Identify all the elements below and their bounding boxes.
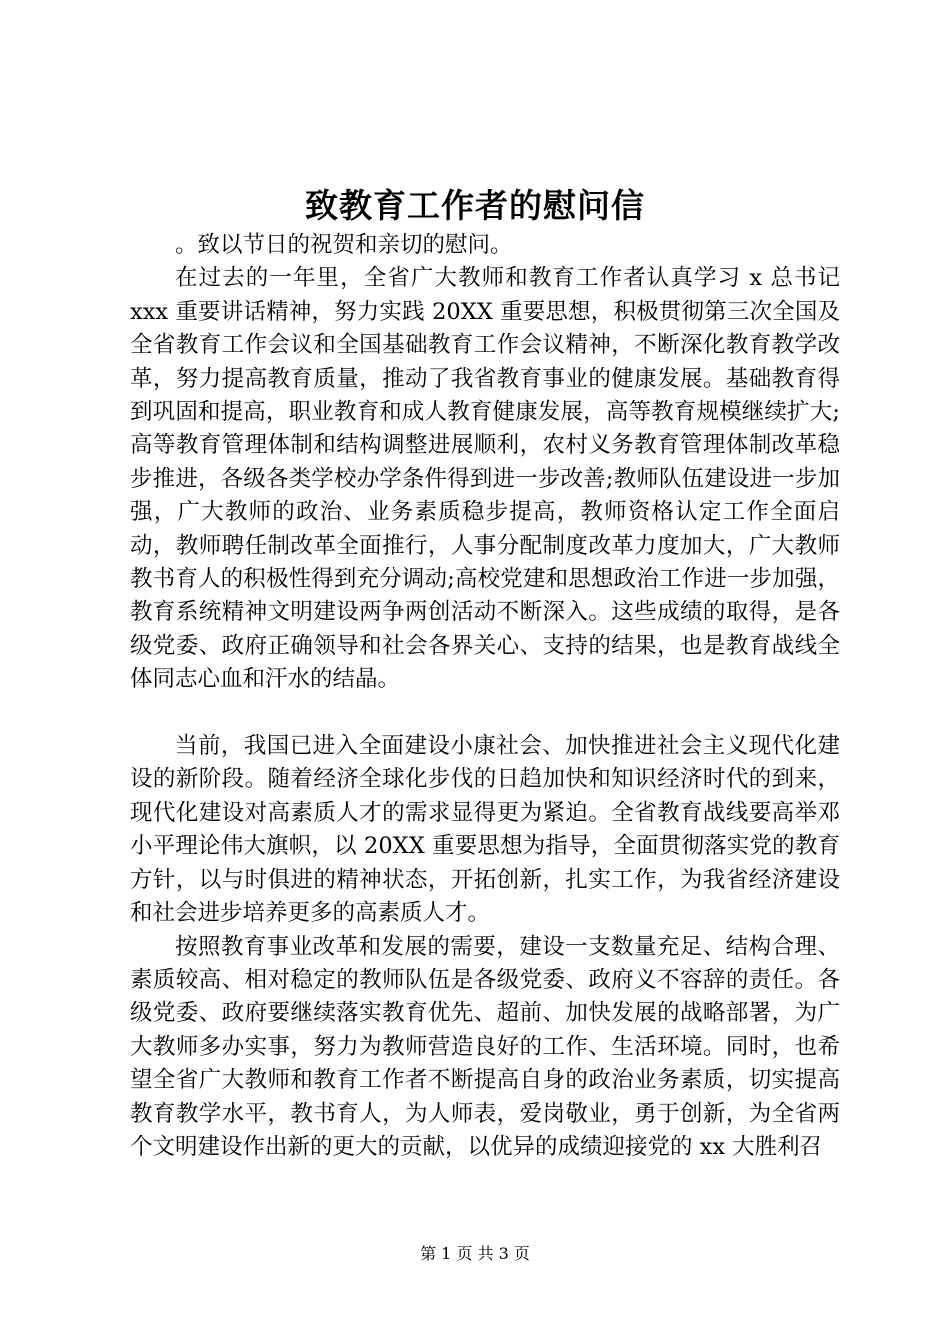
paragraph-teacher-team: 按照教育事业改革和发展的需要，建设一支数量充足、结构合理、素质较高、相对稳定的教师队伍是各级党委、政府义不容辞的责任。各级党委、政府要继续落实教育优先、超前、加快发展的战略部署，为广大教师多办实事，努力为教师营造良好的工作、生活环境。同时，也希望全省广大教师和教育工作者不断提高自身的政治业务素质，切实提高教育教学水平，教书育人，为人师表，爱岗敬业，勇于创新，为全省两个文明建设作出新的更大的贡献，以优异的成绩迎接党的 xx 大胜利召 — [130, 933, 840, 1160]
document-title: 致教育工作者的慰问信 — [305, 186, 645, 225]
paragraph-greeting: 。致以节日的祝贺和亲切的慰问。 — [175, 232, 513, 258]
paragraph-achievements: 在过去的一年里，全省广大教师和教育工作者认真学习 x 总书记 xxx 重要讲话精神，努力实践 20XX 重要思想，积极贯彻第三次全国及全省教育工作会议和全国基础教育工作会议精神，不断深化教育教学改革，努力提高教育质量，推动了我省教育事业的健康发展。基础教育得到巩固和提高，职业教育和成人教育健康发展，高等教育规模继续扩大;高等教育管理体制和结构调整进展顺利，农村义务教育管理体制改革稳步推进，各级各类学校办学条件得到进一步改善;教师队伍建设进一步加强，广大教师的政治、业务素质稳步提高，教师资格认定工作全面启动，教师聘任制改革全面推行，人事分配制度改革力度加大，广大教师教书育人的积极性得到充分调动;高校党建和思想政治工作进一步加强，教育系统精神文明建设两争两创活动不断深入。这些成绩的取得，是各级党委、政府正确领导和社会各界关心、支持的结果，也是教育战线全体同志心血和汗水的结晶。 — [130, 265, 840, 693]
page-number: 第 1 页 共 3 页 — [420, 1244, 530, 1263]
document-body — [130, 229, 840, 1164]
paragraph-current-stage: 当前，我国已进入全面建设小康社会、加快推进社会主义现代化建设的新阶段。随着经济全球化步伐的日趋加快和知识经济时代的到来，现代化建设对高素质人才的需求显得更为紧迫。全省教育战线要高举邓小平理论伟大旗帜，以 20XX 重要思想为指导，全面贯彻落实党的教育方针，以与时俱进的精神状态，开拓创新，扎实工作，为我省经济建设和社会进步培养更多的高素质人才。 — [130, 733, 840, 927]
